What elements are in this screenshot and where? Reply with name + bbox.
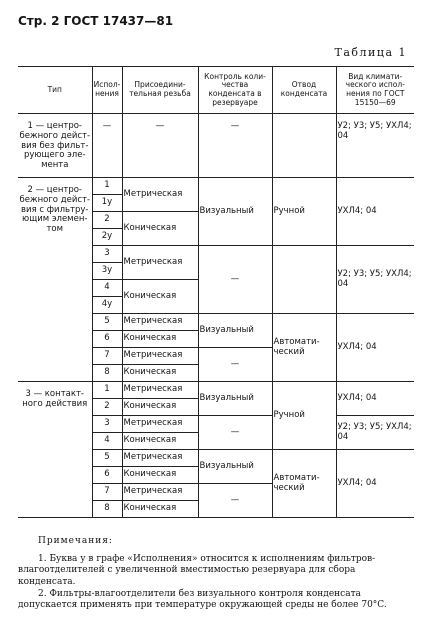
col-header-execution: Испол-нения (92, 67, 122, 114)
table-header-row (18, 67, 414, 114)
type-cell: 1 — центро-бежного дейст-вия без фильт-рующего эле-мента (18, 114, 92, 178)
drain-cell: Автомати-ческий (272, 450, 336, 518)
execution-cell: 4 (92, 280, 122, 297)
table-row (18, 178, 414, 195)
col-header-control: Контроль коли-чества конденсата в резервуаре (198, 67, 272, 114)
execution-cell: 7 (92, 484, 122, 501)
execution-cell: 8 (92, 501, 122, 518)
execution-cell: 4у (92, 297, 122, 314)
page-header: Стр. 2 ГОСТ 17437—81 (18, 14, 174, 28)
thread-cell: Метрическая (122, 246, 198, 280)
col-header-thread: Присоедини-тельная резьба (122, 67, 198, 114)
drain-cell: Автомати-ческий (272, 314, 336, 382)
empty-cell (272, 246, 336, 314)
drain-cell: Ручной (272, 382, 336, 450)
climate-cell: УХЛ4; 04 (336, 314, 414, 382)
specification-table (18, 66, 414, 518)
execution-cell: 1у (92, 195, 122, 212)
dash-cell: — (198, 246, 272, 314)
thread-cell: Метрическая (122, 484, 198, 501)
thread-cell: Метрическая (122, 314, 198, 331)
dash-cell: — (198, 114, 272, 178)
execution-cell: 2 (92, 399, 122, 416)
execution-cell: 2у (92, 229, 122, 246)
execution-cell: 5 (92, 450, 122, 467)
table-caption: Таблица 1 (334, 46, 407, 59)
climate-cell: У2; У3; У5; УХЛ4; 04 (336, 416, 414, 450)
execution-cell: 3у (92, 263, 122, 280)
thread-cell: Метрическая (122, 382, 198, 399)
thread-cell: Коническая (122, 280, 198, 314)
control-cell: Визуальный (198, 178, 272, 246)
thread-cell: Метрическая (122, 348, 198, 365)
thread-cell: Коническая (122, 433, 198, 450)
execution-cell: 4 (92, 433, 122, 450)
type-cell: 2 — центро-бежного дейст-вия с фильтру-ющим элемен-том (18, 178, 92, 382)
thread-cell: Коническая (122, 212, 198, 246)
execution-cell: 8 (92, 365, 122, 382)
col-header-type: Тип (18, 67, 92, 114)
dash-cell: — (92, 114, 122, 178)
thread-cell: Коническая (122, 331, 198, 348)
execution-cell: 6 (92, 467, 122, 484)
notes (18, 536, 410, 612)
control-cell: Визуальный (198, 314, 272, 348)
execution-cell: 3 (92, 416, 122, 433)
thread-cell: Коническая (122, 365, 198, 382)
climate-cell: УХЛ4; 04 (336, 178, 414, 246)
control-cell: Визуальный (198, 450, 272, 484)
thread-cell: Метрическая (122, 416, 198, 433)
climate-cell: УХЛ4; 04 (336, 382, 414, 416)
execution-cell: 5 (92, 314, 122, 331)
dash-cell: — (198, 416, 272, 450)
notes-title: Примечания: (38, 536, 113, 546)
climate-cell: У2; У3; У5; УХЛ4; 04 (336, 114, 414, 178)
thread-cell: Метрическая (122, 178, 198, 212)
col-header-drain: Отвод конденсата (272, 67, 336, 114)
dash-cell: — (198, 348, 272, 382)
execution-cell: 7 (92, 348, 122, 365)
drain-cell: Ручной (272, 178, 336, 246)
thread-cell: Метрическая (122, 450, 198, 467)
climate-cell: У2; У3; У5; УХЛ4; 04 (336, 246, 414, 314)
note-item: 1. Буква у в графе «Исполнения» относится к исполнениям фильтров-влагоотделителей с увеличенной вместимостью резервуара для сбора конденсата. (18, 553, 376, 588)
thread-cell: Коническая (122, 501, 198, 518)
table-row (18, 114, 414, 178)
empty-cell (272, 114, 336, 178)
execution-cell: 1 (92, 382, 122, 399)
climate-cell: УХЛ4; 04 (336, 450, 414, 518)
execution-cell: 1 (92, 178, 122, 195)
col-header-climate: Вид климати-ческого испол-нения по ГОСТ 15150—69 (336, 67, 414, 114)
dash-cell: — (122, 114, 198, 178)
type-cell: 3 — контакт-ного действия (18, 382, 92, 518)
control-cell: Визуальный (198, 382, 272, 416)
thread-cell: Коническая (122, 467, 198, 484)
execution-cell: 2 (92, 212, 122, 229)
table-row (18, 382, 414, 399)
note-item: 2. Фильтры-влагоотделители без визуального контроля конденсата допускается применять при температуре окружающей среды не более 70°C. (18, 588, 387, 611)
execution-cell: 3 (92, 246, 122, 263)
execution-cell: 6 (92, 331, 122, 348)
thread-cell: Коническая (122, 399, 198, 416)
dash-cell: — (198, 484, 272, 518)
